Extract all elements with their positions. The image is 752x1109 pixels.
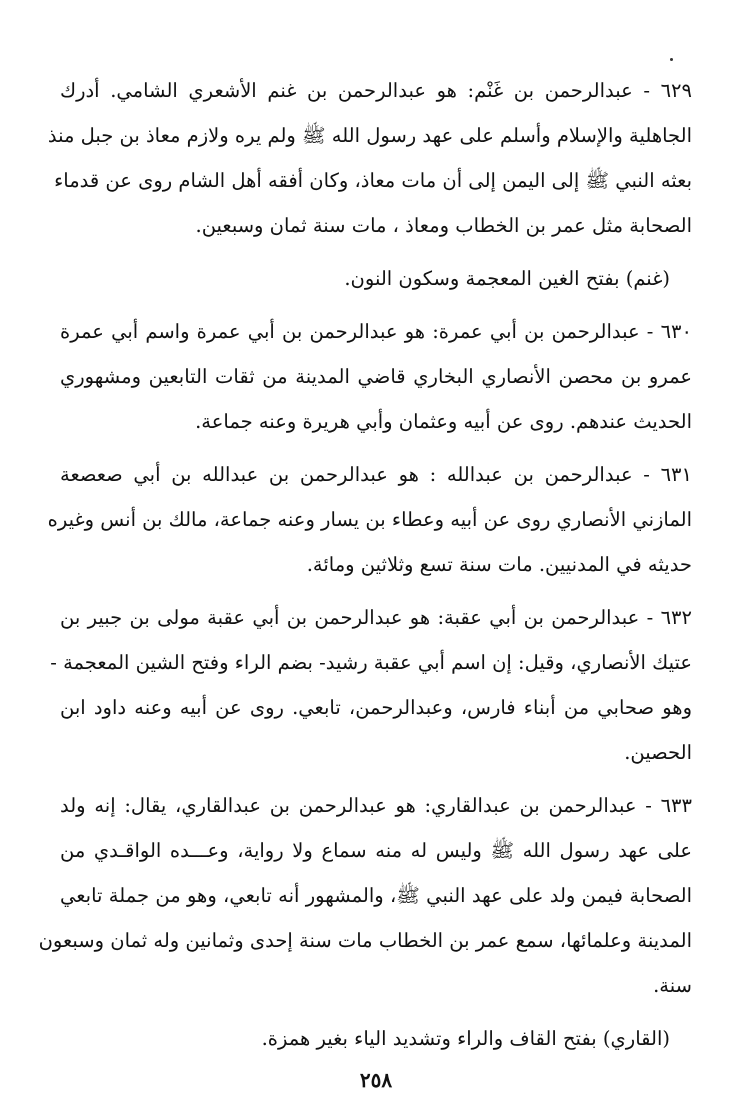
entry-line: المدينة وعلمائها، سمع عمر بن الخطاب مات سنة إحدى وثمانين وله ثمان وسبعون [38, 929, 692, 952]
main-text [38, 68, 692, 1069]
entry-632 [50, 595, 692, 775]
entry-line: بعثه النبي ﷺ إلى اليمن إلى أن مات معاذ، وكان أفقه أهل الشام روى عن قدماء [54, 169, 692, 192]
entry-line: عمرو بن محصن الأنصاري البخاري قاضي المدينة من ثقات التابعين ومشهوري [60, 365, 692, 388]
entry-line: الصحابة فيمن ولد على عهد النبي ﷺ، والمشهور أنه تابعي، وهو من جملة تابعي [60, 884, 692, 907]
page-number: ٢٥٨ [359, 1068, 393, 1092]
entry-633 [38, 783, 692, 1008]
corner-mark [670, 58, 673, 61]
entry-line: الحصين. [624, 741, 692, 764]
entry-line: وهو صحابي من أبناء فارس، وعبدالرحمن، تابعي. روى عن أبيه وعنه داود ابن [60, 696, 692, 719]
entry-line: ٦٣٢ - عبدالرحمن بن أبي عقبة: هو عبدالرحمن بن أبي عقبة مولى بن جبير بن [60, 606, 692, 629]
entry-line: عتيك الأنصاري، وقيل: إن اسم أبي عقبة رشيد- بضم الراء وفتح الشين المعجمة - [50, 651, 692, 674]
entry-633-note: (القاري) بفتح القاف والراء وتشديد الياء بغير همزة. [261, 1027, 670, 1050]
entry-line: على عهد رسول الله ﷺ وليس له منه سماع ولا رواية، وعـــده الواقـدي من [60, 839, 692, 862]
entry-631 [47, 452, 692, 587]
entry-line: الصحابة مثل عمر بن الخطاب ومعاذ ، مات سنة ثمان وسبعين. [195, 214, 692, 237]
entry-629 [47, 68, 692, 248]
entry-line: الجاهلية والإسلام وأسلم على عهد رسول الله ﷺ ولم يره ولازم معاذ بن جبل منذ [47, 124, 692, 147]
entry-line: ٦٣٣ - عبدالرحمن بن عبدالقاري: هو عبدالرحمن بن عبدالقاري، يقال: إنه ولد [60, 794, 692, 817]
entry-line: سنة. [653, 974, 692, 997]
entry-629-note: (غنم) بفتح الغين المعجمة وسكون النون. [344, 267, 670, 290]
entry-line: حديثه في المدنيين. مات سنة تسع وثلاثين ومائة. [306, 553, 692, 576]
entry-line: المازني الأنصاري روى عن أبيه وعطاء بن يسار وعنه جماعة، مالك بن أنس وغيره [47, 508, 692, 531]
entry-line: ٦٣١ - عبدالرحمن بن عبدالله : هو عبدالرحمن بن عبدالله بن أبي صعصعة [60, 463, 692, 486]
entry-line: الحديث عندهم. روى عن أبيه وعثمان وأبي هريرة وعنه جماعة. [195, 410, 692, 433]
entry-630 [60, 309, 692, 444]
entry-line: ٦٢٩ - عبدالرحمن بن غَنْم: هو عبدالرحمن بن غنم الأشعري الشامي. أدرك [60, 79, 692, 102]
entry-line: ٦٣٠ - عبدالرحمن بن أبي عمرة: هو عبدالرحمن بن أبي عمرة واسم أبي عمرة [60, 320, 692, 343]
